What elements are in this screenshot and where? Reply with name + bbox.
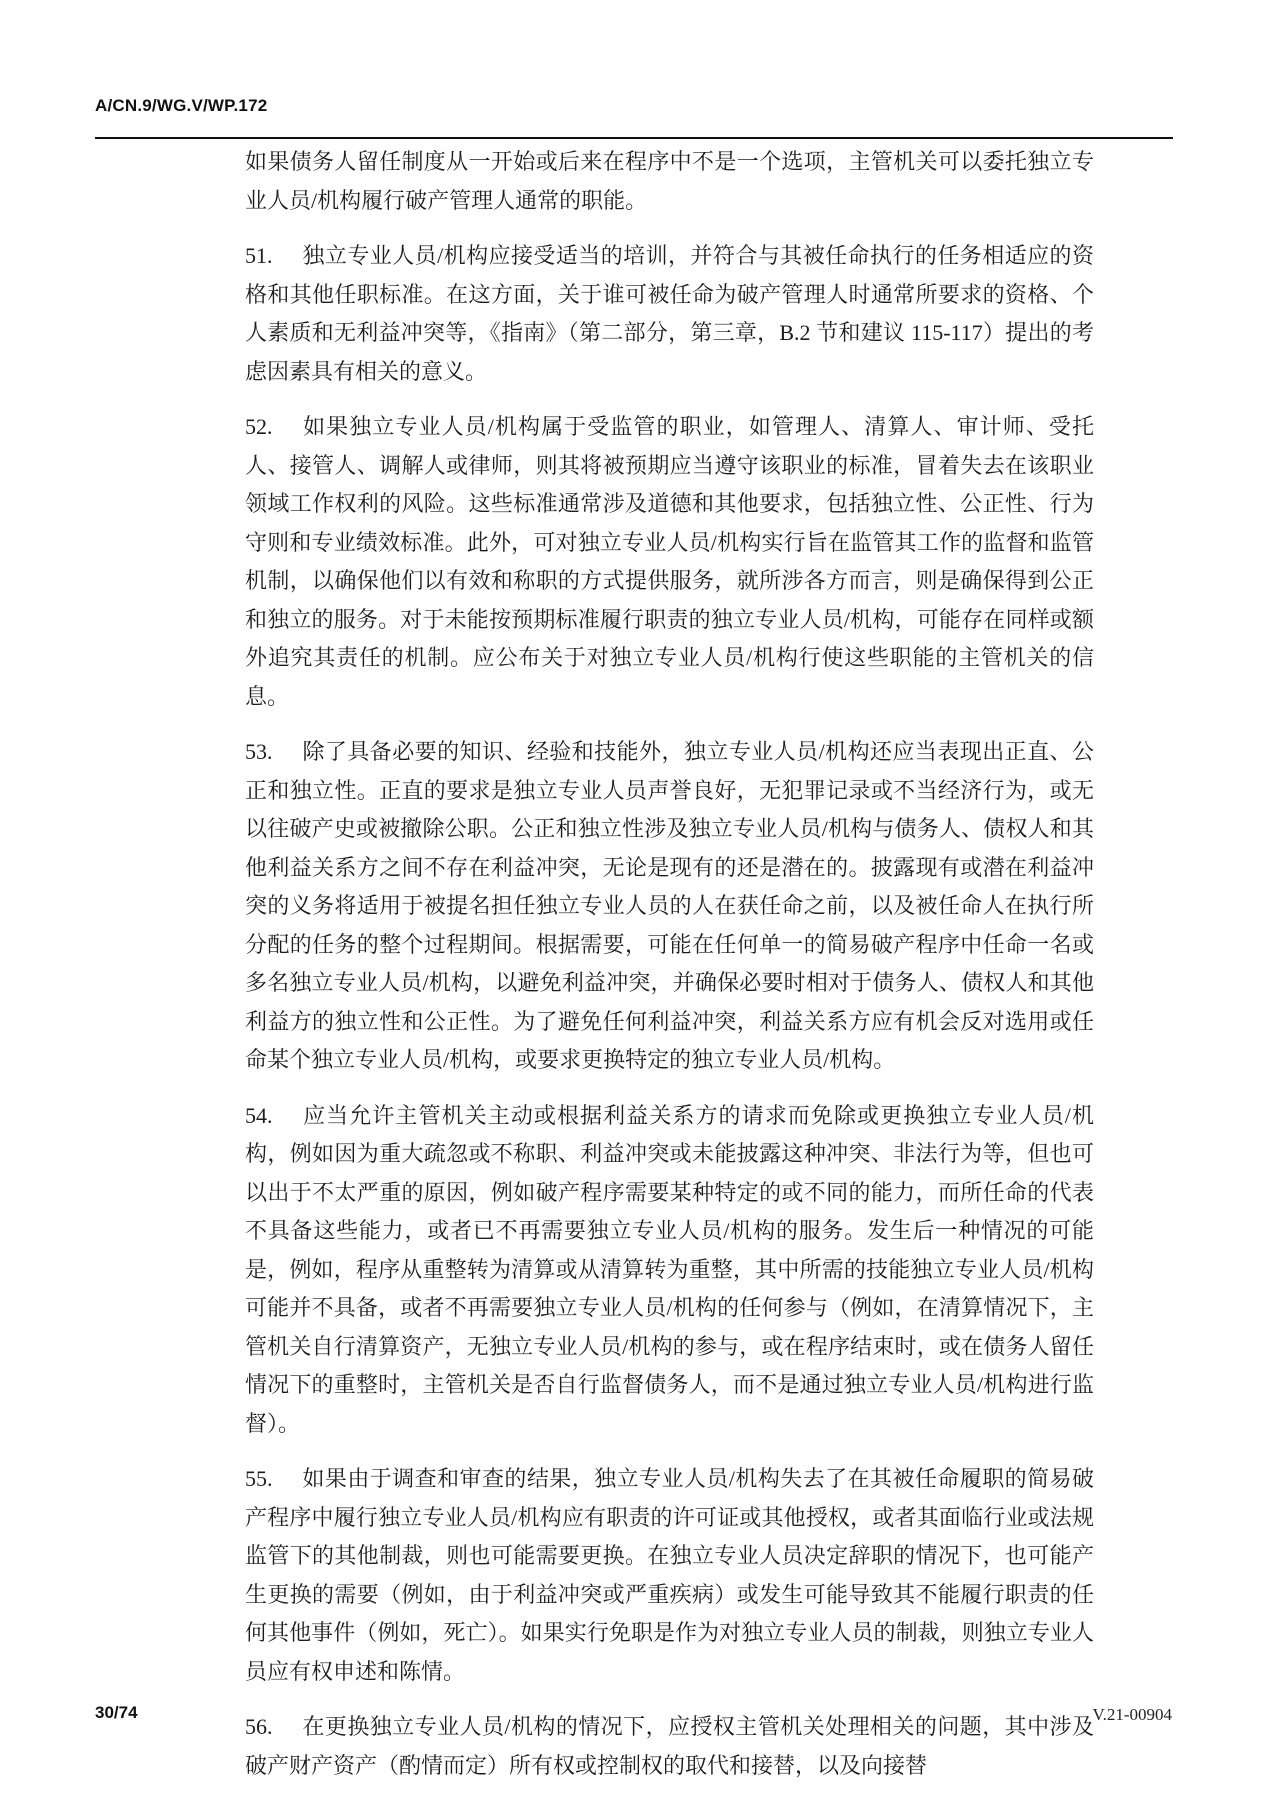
paragraph	[245, 1097, 1094, 1444]
paragraph-number: 54.	[245, 1102, 273, 1128]
paragraph	[245, 408, 1094, 716]
header-rule	[95, 137, 1173, 139]
paragraph-text: 独立专业人员/机构应接受适当的培训，并符合与其被任命执行的任务相适应的资格和其他任职标准。在这方面，关于谁可被任命为破产管理人时通常所要求的资格、个人素质和无利益冲突等，《指南》（第二部分，第三章，B.2 节和建议 115-117）提出的考虑因素具有相关的意义。	[245, 243, 1094, 384]
paragraph-number: 56.	[245, 1714, 273, 1739]
document-symbol: A/CN.9/WG.V/WP.172	[95, 96, 268, 115]
paragraph-number: 55.	[245, 1466, 273, 1491]
paragraph-text: 如果由于调查和审查的结果，独立专业人员/机构失去了在其被任命履职的简易破产程序中履行独立专业人员/机构应有职责的许可证或其他授权，或者其面临行业或法规监管下的其他制裁，则也可能需要更换。在独立专业人员决定辞职的情况下，也可能产生更换的需要（例如，由于利益冲突或严重疾病）或发生可能导致其不能履行职责的任何其他事件（例如，死亡）。如果实行免职是作为对独立专业人员的制裁，则独立专业人员应有权申述和陈情。	[245, 1466, 1094, 1684]
paragraph	[245, 1708, 1094, 1785]
paragraph-text: 除了具备必要的知识、经验和技能外，独立专业人员/机构还应当表现出正直、公正和独立性。正直的要求是独立专业人员声誉良好，无犯罪记录或不当经济行为，或无以往破产史或被撤除公职。公正和独立性涉及独立专业人员/机构与债务人、债权人和其他利益关系方之间不存在利益冲突，无论是现有的还是潜在的。披露现有或潜在利益冲突的义务将适用于被提名担任独立专业人员的人在获任命之前，以及被任命人在执行所分配的任务的整个过程期间。根据需要，可能在任何单一的简易破产程序中任命一名或多名独立专业人员/机构，以避免利益冲突，并确保必要时相对于债务人、债权人和其他利益方的独立性和公正性。为了避免任何利益冲突，利益关系方应有机会反对选用或任命某个独立专业人员/机构，或要求更换特定的独立专业人员/机构。	[245, 739, 1094, 1072]
paragraph-number: 52.	[245, 414, 273, 439]
paragraph	[245, 237, 1094, 391]
paragraph-text: 在更换独立专业人员/机构的情况下，应授权主管机关处理相关的问题，其中涉及破产财产资产（酌情而定）所有权或控制权的取代和接替，以及向接替	[245, 1714, 1094, 1778]
paragraph	[245, 143, 1094, 220]
paragraph	[245, 733, 1094, 1080]
paragraph-text: 应当允许主管机关主动或根据利益关系方的请求而免除或更换独立专业人员/机构，例如因为重大疏忽或不称职、利益冲突或未能披露这种冲突、非法行为等，但也可以出于不太严重的原因，例如破产程序需要某种特定的或不同的能力，而所任命的代表不具备这些能力，或者已不再需要独立专业人员/机构的服务。发生后一种情况的可能是，例如，程序从重整转为清算或从清算转为重整，其中所需的技能独立专业人员/机构可能并不具备，或者不再需要独立专业人员/机构的任何参与（例如，在清算情况下，主管机关自行清算资产，无独立专业人员/机构的参与，或在程序结束时，或在债务人留任情况下的重整时，主管机关是否自行监督债务人，而不是通过独立专业人员/机构进行监督）。	[245, 1102, 1094, 1436]
document-reference: V.21-00904	[1092, 1705, 1172, 1724]
page-number: 30/74	[95, 1703, 138, 1722]
paragraph-number: 51.	[245, 243, 273, 268]
document-body	[245, 143, 1094, 1802]
paragraph	[245, 1460, 1094, 1691]
paragraph-text: 如果债务人留任制度从一开始或后来在程序中不是一个选项，主管机关可以委托独立专业人员/机构履行破产管理人通常的职能。	[245, 149, 1094, 213]
paragraph-text: 如果独立专业人员/机构属于受监管的职业，如管理人、清算人、审计师、受托人、接管人、调解人或律师，则其将被预期应当遵守该职业的标准，冒着失去在该职业领域工作权利的风险。这些标准通常涉及道德和其他要求，包括独立性、公正性、行为守则和专业绩效标准。此外，可对独立专业人员/机构实行旨在监管其工作的监督和监管机制，以确保他们以有效和称职的方式提供服务，就所涉各方而言，则是确保得到公正和独立的服务。对于未能按预期标准履行职责的独立专业人员/机构，可能存在同样或额外追究其责任的机制。应公布关于对独立专业人员/机构行使这些职能的主管机关的信息。	[245, 414, 1094, 709]
paragraph-number: 53.	[245, 739, 273, 764]
